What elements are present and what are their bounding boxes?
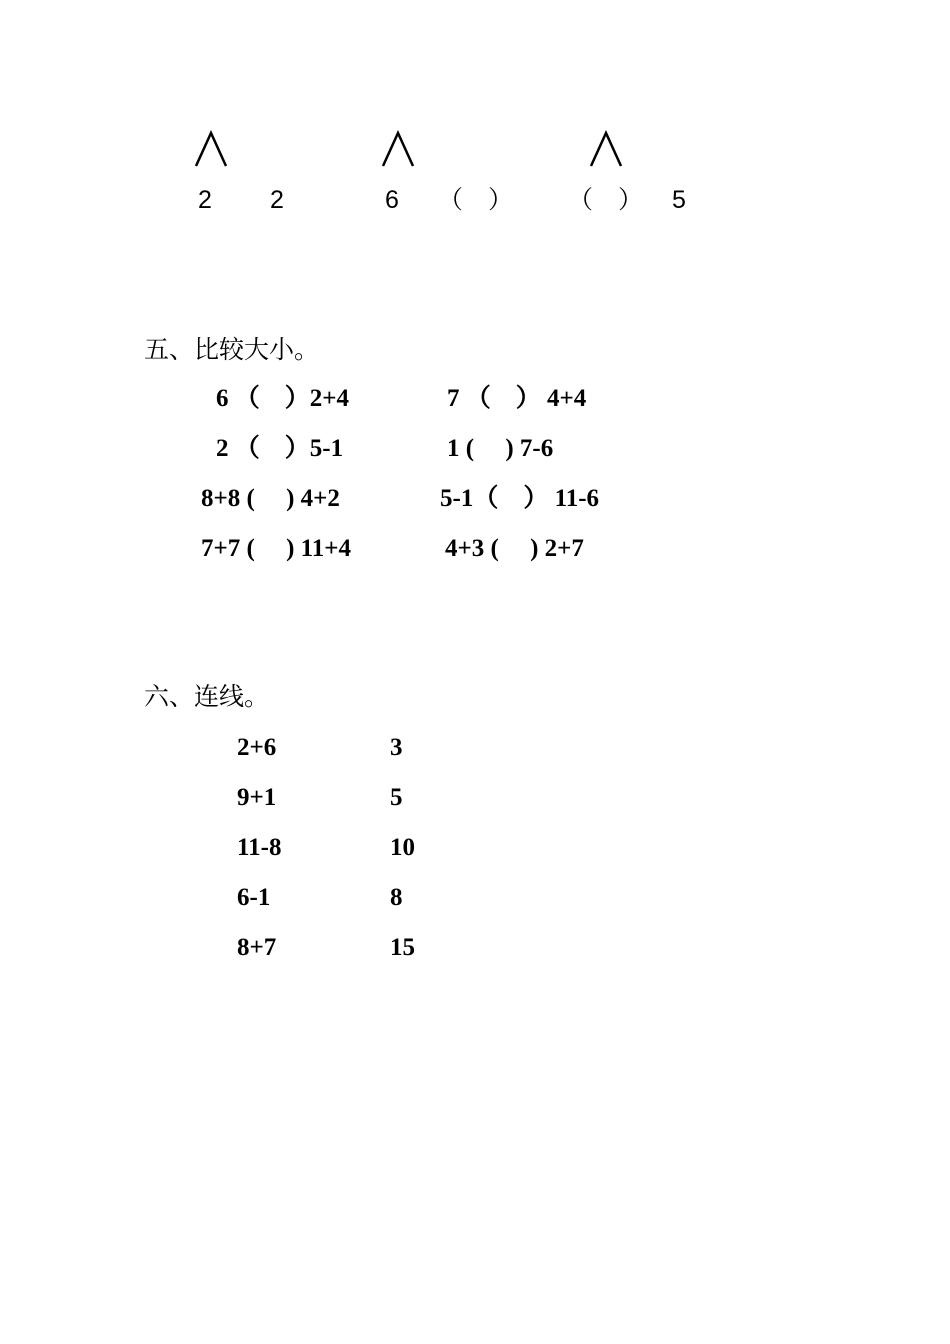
split-wedge-2 [381,130,415,168]
match-left-2: 9+1 [237,784,277,811]
match-right-3: 10 [390,834,415,861]
match-right-1: 3 [390,734,403,761]
split-1-left: 2 [198,186,212,214]
section6-title: 六、连线。 [144,682,270,711]
compare-row2-a: 2 （ ）5-1 [216,435,344,462]
match-left-4: 6-1 [237,884,271,911]
compare-row3-a: 8+8 ( ) 4+2 [201,485,340,512]
split-3-left-blank: （ ） [568,186,644,214]
match-left-5: 8+7 [237,934,277,961]
match-left-1: 2+6 [237,734,277,761]
section5-title: 五、比较大小。 [144,335,320,364]
compare-row4-b: 4+3 ( ) 2+7 [445,535,584,562]
split-wedge-1 [194,130,228,168]
split-1-right: 2 [270,186,284,214]
match-left-3: 11-8 [237,834,282,861]
compare-row1-a: 6 （ ）2+4 [216,385,349,412]
split-3-right: 5 [672,186,686,214]
match-right-4: 8 [390,884,403,911]
compare-row3-b: 5-1（ ） 11-6 [440,485,600,512]
compare-row1-b: 7 （ ） 4+4 [447,385,587,412]
split-2-left: 6 [385,186,399,214]
match-right-2: 5 [390,784,403,811]
match-right-5: 15 [390,934,415,961]
compare-row2-b: 1 ( ) 7-6 [447,435,554,462]
split-2-right-blank: （ ） [438,186,514,214]
compare-row4-a: 7+7 ( ) 11+4 [201,535,352,562]
split-wedge-3 [589,130,623,168]
